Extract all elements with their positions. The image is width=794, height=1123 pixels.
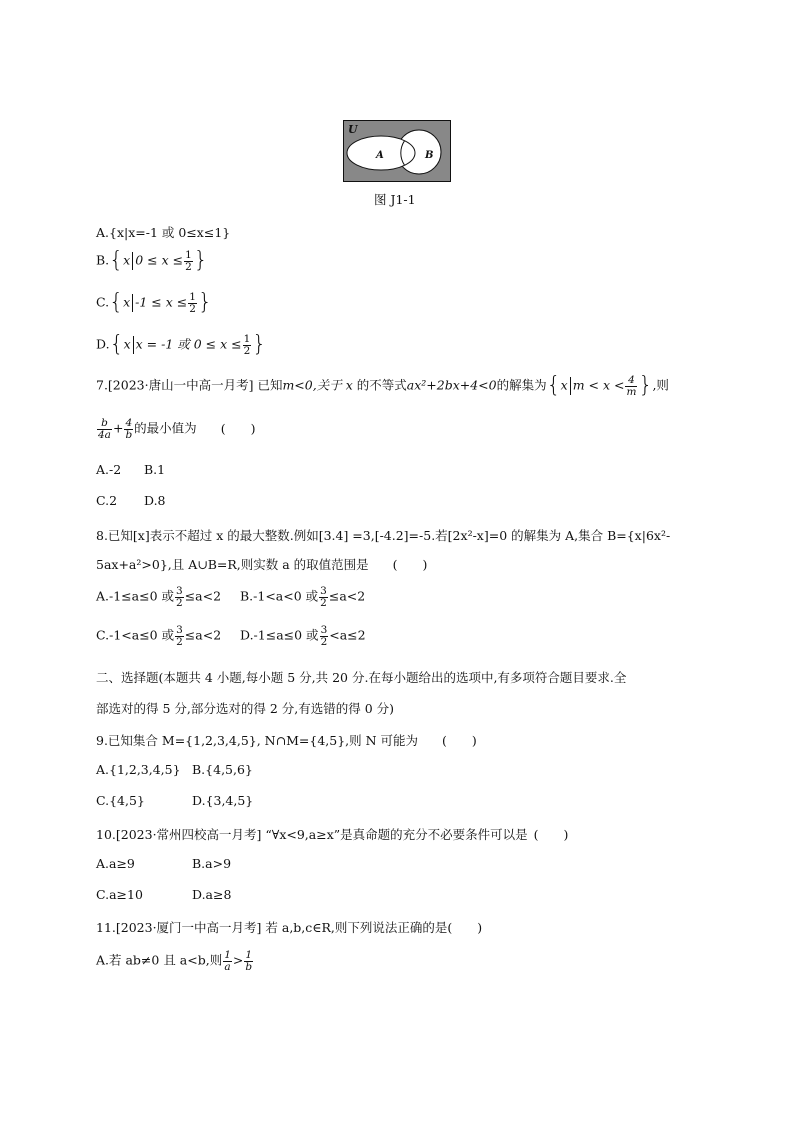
q6-option-b-label: B. [96, 252, 110, 268]
q6-option-a-label: A. [96, 225, 110, 240]
q9-options-row1 [96, 762, 253, 777]
venn-diagram-svg [343, 120, 451, 182]
figure-caption: 图 J1-1 [374, 192, 416, 207]
q10-option-d[interactable]: D.a≥8 [192, 887, 232, 902]
q7-ask: 的最小值为 [134, 420, 197, 436]
left-brace-icon: { [109, 290, 124, 315]
set-var: x [123, 294, 131, 310]
q9-option-d[interactable]: D.{3,4,5} [192, 793, 254, 808]
fraction-three-halves: $\frac{3}{2}$ [176, 624, 183, 648]
q9-stem [96, 731, 477, 749]
q9-stem-text: 9.已知集合 M={1,2,3,4,5}, N∩M={4,5},则 N 可能为 [96, 733, 419, 748]
q7-head: 7.[2023·唐山一中高一月考] 已知 [96, 377, 283, 393]
fraction-half: $\frac{1}{2}$ [189, 291, 196, 315]
q6-option-b[interactable] [96, 250, 208, 272]
q11-stem: 11.[2023·厦门一中高一月考] 若 a,b,c∈R,则下列说法正确的是( ) [96, 920, 483, 935]
q7-option-a[interactable]: A.-2 [96, 462, 122, 477]
set-condition: 0 ≤ x ≤ [135, 252, 184, 268]
answer-paren[interactable]: ( ) [442, 733, 477, 748]
right-brace-icon: } [252, 332, 267, 357]
q7-tail: ,则 [652, 377, 669, 393]
answer-paren[interactable]: ( ) [533, 827, 569, 842]
set-var: x [123, 252, 131, 268]
set-bar [133, 336, 134, 354]
q7-option-b[interactable]: B.1 [144, 462, 166, 477]
q10-stem [96, 825, 568, 843]
right-brace-icon: } [638, 373, 653, 398]
q10-options-row1 [96, 856, 231, 871]
q7-option-c[interactable]: C.2 [96, 493, 118, 508]
q8-stem-line2-text: 5ax+a²>0},且 A∪B=R,则实数 a 的取值范围是 [96, 557, 369, 572]
q8-option-b[interactable]: B.-1<a<0 或 $\frac{3}{2}$ ≤a<2 [240, 585, 366, 609]
q7-set-mid: m < x < [572, 377, 625, 393]
q10-option-c[interactable]: C.a≥10 [96, 887, 143, 902]
set-bar [132, 252, 133, 270]
section2-instructions-line1: 二、选择题(本题共 4 小题,每小题 5 分,共 20 分.在每小题给出的选项中,有多项符合题目要求.全 [96, 670, 627, 685]
set-bar [570, 377, 571, 395]
fraction-1-over-a: $\frac{1}{a}$ [224, 949, 231, 973]
q6-option-c[interactable] [96, 292, 212, 314]
set-condition: -1 ≤ x ≤ [135, 294, 188, 310]
q7-m-cond: m<0,关于 [282, 377, 342, 393]
q9-options-row2 [96, 793, 253, 808]
fraction-half: $\frac{1}{2}$ [185, 249, 192, 273]
q7-mid: 的不等式 [356, 377, 407, 393]
q7-stem-line1 [96, 375, 669, 397]
q7-set-left: x [560, 377, 568, 393]
q6-option-d-label: D. [96, 336, 110, 352]
right-brace-icon: } [197, 290, 212, 315]
left-brace-icon: { [546, 373, 561, 398]
q10-stem-text: 10.[2023·常州四校高一月考] “∀x<9,a≥x”是真命题的充分不必要条件可以是 [96, 827, 528, 842]
set-condition: x = -1 或 0 ≤ x ≤ [135, 336, 242, 352]
q8-option-a[interactable]: A.-1≤a≤0 或 $\frac{3}{2}$ ≤a<2 [96, 585, 222, 609]
q6-option-d[interactable] [96, 334, 266, 356]
q7-x-var: x [345, 377, 353, 393]
set-bar [132, 294, 133, 312]
q7-stem-line2 [96, 418, 255, 440]
q8-options-row1 [96, 586, 365, 608]
label-u: U [348, 123, 358, 136]
q9-option-b[interactable]: B.{4,5,6} [192, 762, 253, 777]
q6-option-c-label: C. [96, 294, 110, 310]
fraction-three-halves: $\frac{3}{2}$ [176, 585, 183, 609]
section2-instructions-line2: 部选对的得 5 分,部分选对的得 2 分,有选错的得 0 分) [96, 701, 395, 716]
q7-options-row1 [96, 462, 165, 477]
q10-options-row2 [96, 887, 231, 902]
q8-stem-line1: 8.已知[x]表示不超过 x 的最大整数.例如[3.4] =3,[-4.2]=-5.若[2x²-x]=0 的解集为 A,集合 B={x|6x²- [96, 528, 671, 543]
q7-inequality: ax²+2bx+4<0 [406, 377, 497, 393]
q7-option-d[interactable]: D.8 [144, 493, 166, 508]
q8-options-row2 [96, 625, 366, 647]
q8-option-c[interactable]: C.-1<a≤0 或 $\frac{3}{2}$ ≤a<2 [96, 624, 222, 648]
fraction-1-over-b: $\frac{1}{b}$ [245, 949, 253, 973]
q8-stem-line2 [96, 555, 427, 573]
q9-option-c[interactable]: C.{4,5} [96, 793, 145, 808]
fraction-three-halves: $\frac{3}{2}$ [320, 585, 327, 609]
fraction-three-halves: $\frac{3}{2}$ [320, 624, 328, 648]
q7-fraction-4-b: $\frac{4}{b}$ [125, 417, 133, 441]
venn-diagram [343, 120, 451, 182]
answer-paren[interactable]: ( ) [392, 557, 428, 572]
q7-options-row2 [96, 493, 166, 508]
left-brace-icon: { [109, 248, 124, 273]
label-a: A [376, 150, 384, 161]
q11-option-a[interactable]: A.若 ab≠0 且 a<b,则 $\frac{1}{a}$ > $\frac{1}{b}$ [96, 949, 253, 973]
q10-option-b[interactable]: B.a>9 [192, 856, 232, 871]
set-var: x [123, 336, 131, 352]
q7-fraction-4m: $\frac{4}{m}$ [626, 374, 637, 398]
q8-option-d[interactable]: D.-1≤a≤0 或 $\frac{3}{2}$ <a≤2 [240, 624, 366, 648]
right-brace-icon: } [193, 248, 208, 273]
label-b: B [425, 150, 434, 161]
q7-fraction-b-4a: $\frac{b}{4a}$ [98, 417, 111, 441]
q9-option-a[interactable]: A.{1,2,3,4,5} [96, 762, 181, 777]
q6-option-a-text: {x|x=-1 或 0≤x≤1} [109, 225, 231, 240]
left-brace-icon: { [109, 332, 124, 357]
q7-plus: + [112, 420, 124, 436]
answer-paren[interactable]: ( ) [220, 420, 256, 436]
fraction-half: $\frac{1}{2}$ [243, 333, 251, 357]
q10-option-a[interactable]: A.a≥9 [96, 856, 135, 871]
q7-set-intro: 的解集为 [496, 377, 547, 393]
q6-option-a[interactable] [96, 223, 230, 241]
